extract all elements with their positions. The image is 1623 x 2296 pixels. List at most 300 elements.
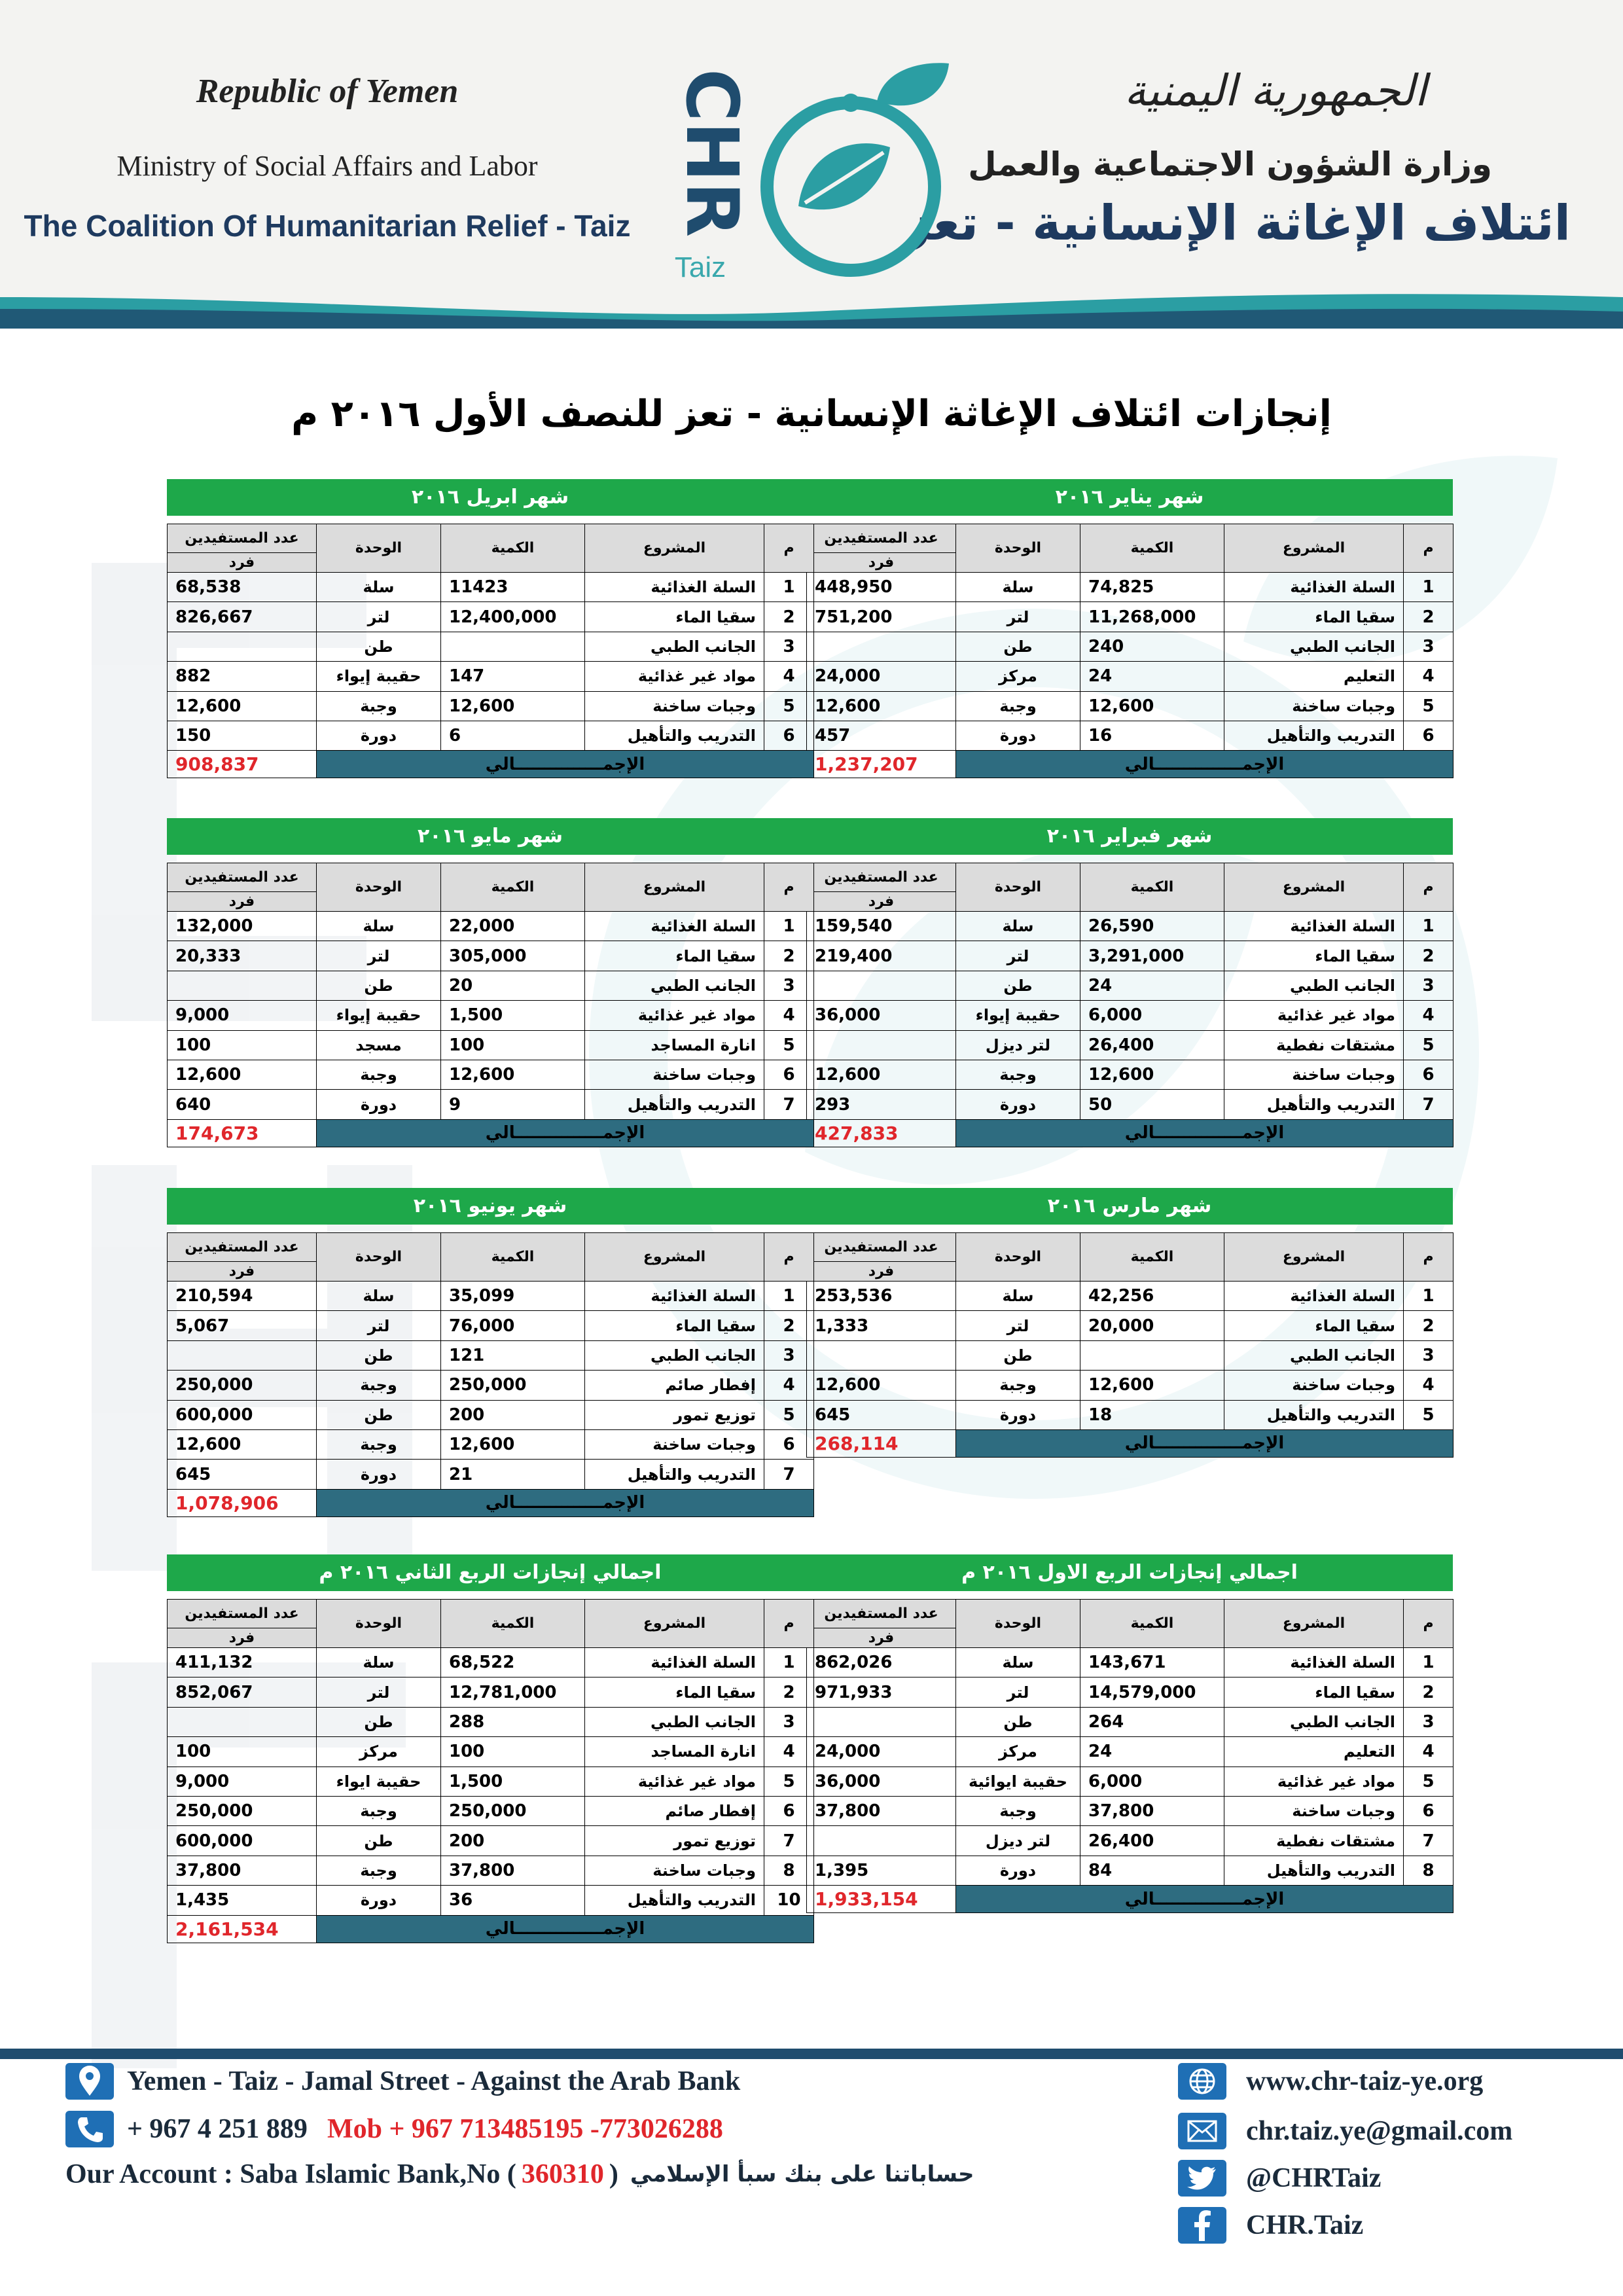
row-beneficiaries: 12,600	[168, 691, 317, 721]
row-quantity: 12,600	[441, 1429, 585, 1459]
row-unit: سلة	[956, 1282, 1080, 1311]
col-header-beneficiaries-unit: فرد	[807, 1628, 956, 1648]
table-row	[807, 1090, 1454, 1119]
table-row	[168, 1737, 814, 1767]
row-project: التعليم	[1224, 662, 1404, 691]
footer-phone: + 967 4 251 889	[127, 2114, 308, 2144]
total-row	[168, 1119, 814, 1147]
row-unit: حقيبة ايوائية	[956, 1767, 1080, 1796]
col-header-beneficiaries: عدد المستفيدين	[168, 524, 317, 553]
row-quantity: 12,600	[1080, 1060, 1224, 1089]
row-project: الجانب الطبي	[585, 1707, 764, 1736]
row-number: 2	[764, 1677, 814, 1707]
block-title: اجمالي إنجازات الربع الاول ٢٠١٦ م	[806, 1554, 1453, 1591]
footer-account-label: Our Account : Saba Islamic Bank,No (	[65, 2159, 516, 2189]
footer-phone-row	[65, 2111, 723, 2147]
table-row	[807, 1060, 1454, 1089]
row-quantity: 42,256	[1080, 1282, 1224, 1311]
block-title: اجمالي إنجازات الربع الثاني ٢٠١٦ م	[167, 1554, 813, 1591]
row-quantity: 6,000	[1080, 1767, 1224, 1796]
en-ministry-name: Ministry of Social Affairs and Labor	[116, 150, 538, 182]
row-project: وجبات ساخنة	[1224, 1060, 1404, 1089]
row-number: 5	[1404, 1767, 1454, 1796]
row-beneficiaries: 253,536	[807, 1282, 956, 1311]
table-row	[807, 1282, 1454, 1311]
row-project: وجبات ساخنة	[585, 1856, 764, 1885]
row-beneficiaries: 5,067	[168, 1311, 317, 1340]
col-header-project: المشروع	[1224, 1600, 1404, 1648]
row-number: 5	[1404, 1030, 1454, 1060]
row-beneficiaries: 1,395	[807, 1856, 956, 1885]
table-row	[168, 1886, 814, 1915]
logo-caption: Taiz	[674, 251, 726, 283]
row-quantity: 24	[1080, 662, 1224, 691]
row-project: مواد غير غذائية	[1224, 1001, 1404, 1030]
row-quantity: 36	[441, 1886, 585, 1915]
row-beneficiaries: 150	[168, 721, 317, 750]
achievements-table	[806, 863, 1454, 1147]
row-quantity: 6,000	[1080, 1001, 1224, 1030]
row-unit: دورة	[956, 1090, 1080, 1119]
row-unit: مسجد	[317, 1030, 441, 1060]
row-unit: وجبة	[956, 691, 1080, 721]
achievements-table	[167, 863, 814, 1147]
total-row	[168, 1915, 814, 1943]
row-unit: طن	[956, 1340, 1080, 1370]
row-beneficiaries: 219,400	[807, 941, 956, 971]
row-unit: مركز	[956, 1737, 1080, 1767]
table-row	[168, 602, 814, 632]
col-header-quantity: الكمية	[441, 863, 585, 912]
row-beneficiaries: 751,200	[807, 602, 956, 632]
footer-account-number: 360310	[521, 2159, 604, 2189]
footer-account-arabic: حساباتنا على بنك سبأ الإسلامي	[630, 2161, 974, 2187]
row-project: سقيا الماء	[585, 941, 764, 971]
row-unit: لتر	[956, 602, 1080, 632]
row-unit: حقيبة إيواء	[317, 1001, 441, 1030]
row-number: 8	[764, 1856, 814, 1885]
col-header-unit: الوحدة	[317, 863, 441, 912]
facebook-link[interactable]: CHR.Taiz	[1246, 2210, 1364, 2240]
row-beneficiaries: 250,000	[168, 1371, 317, 1400]
globe-icon	[1178, 2063, 1226, 2100]
col-header-unit: الوحدة	[956, 863, 1080, 912]
table-row	[807, 1400, 1454, 1429]
table-row	[807, 1856, 1454, 1885]
row-unit: وجبة	[317, 1371, 441, 1400]
row-unit: لتر	[317, 1311, 441, 1340]
table-row	[168, 691, 814, 721]
ar-coalition-name: ائتلاف الإغاثة الإنسانية - تعز	[902, 195, 1571, 251]
row-beneficiaries	[807, 971, 956, 1000]
col-header-quantity: الكمية	[1080, 863, 1224, 912]
table-row	[168, 1340, 814, 1370]
email-link[interactable]: chr.taiz.ye@gmail.com	[1246, 2116, 1513, 2146]
total-label: الإجمـــــــــــــــالي	[956, 751, 1454, 778]
col-header-num: م	[1404, 1233, 1454, 1282]
row-number: 6	[764, 1429, 814, 1459]
row-number: 5	[764, 1400, 814, 1429]
row-unit: لتر	[956, 1311, 1080, 1340]
row-unit: لتر	[956, 1677, 1080, 1707]
col-header-quantity: الكمية	[441, 1233, 585, 1282]
col-header-num: م	[1404, 524, 1454, 573]
row-unit: طن	[317, 1707, 441, 1736]
row-project: الجانب الطبي	[1224, 632, 1404, 661]
row-project: مشتقات نفطية	[1224, 1826, 1404, 1856]
row-beneficiaries	[168, 632, 317, 661]
row-quantity: 26,400	[1080, 1030, 1224, 1060]
row-beneficiaries	[807, 632, 956, 661]
footer-website-row	[1178, 2063, 1483, 2100]
table-row	[807, 912, 1454, 941]
row-quantity: 288	[441, 1707, 585, 1736]
col-header-project: المشروع	[585, 524, 764, 573]
row-beneficiaries: 600,000	[168, 1826, 317, 1856]
row-unit: دورة	[317, 1090, 441, 1119]
row-project: التدريب والتأهيل	[1224, 1856, 1404, 1885]
row-quantity: 24	[1080, 1737, 1224, 1767]
table-row	[807, 632, 1454, 661]
total-value: 2,161,534	[168, 1915, 317, 1943]
row-project: التدريب والتأهيل	[1224, 1090, 1404, 1119]
table-row	[807, 1001, 1454, 1030]
row-beneficiaries: 210,594	[168, 1282, 317, 1311]
row-project: انارة المساجد	[585, 1737, 764, 1767]
row-project: الجانب الطبي	[1224, 971, 1404, 1000]
table-row	[168, 1282, 814, 1311]
row-quantity: 240	[1080, 632, 1224, 661]
row-number: 3	[764, 971, 814, 1000]
row-unit: سلة	[956, 912, 1080, 941]
row-quantity: 11423	[441, 573, 585, 602]
row-number: 3	[764, 632, 814, 661]
col-header-beneficiaries-unit: فرد	[168, 553, 317, 573]
row-number: 3	[1404, 971, 1454, 1000]
row-number: 7	[1404, 1090, 1454, 1119]
row-beneficiaries	[168, 1707, 317, 1736]
row-unit: طن	[317, 632, 441, 661]
row-beneficiaries: 971,933	[807, 1677, 956, 1707]
table-row	[168, 1767, 814, 1796]
row-number: 6	[1404, 721, 1454, 750]
row-number: 8	[1404, 1856, 1454, 1885]
row-quantity: 200	[441, 1400, 585, 1429]
row-number: 5	[764, 1030, 814, 1060]
row-unit: وجبة	[317, 1796, 441, 1825]
achievements-table	[167, 1599, 814, 1943]
website-link[interactable]: www.chr-taiz-ye.org	[1246, 2066, 1484, 2096]
row-beneficiaries	[168, 971, 317, 1000]
table-row	[807, 1030, 1454, 1060]
row-quantity: 264	[1080, 1707, 1224, 1736]
total-label: الإجمـــــــــــــــالي	[956, 1886, 1454, 1913]
col-header-project: المشروع	[1224, 524, 1404, 573]
row-project: الجانب الطبي	[585, 1340, 764, 1370]
ar-country-name: الجمهورية اليمنية	[1124, 65, 1427, 116]
row-unit: سلة	[317, 912, 441, 941]
row-number: 3	[764, 1340, 814, 1370]
row-number: 6	[1404, 1060, 1454, 1089]
col-header-quantity: الكمية	[1080, 524, 1224, 573]
row-quantity: 14,579,000	[1080, 1677, 1224, 1707]
col-header-beneficiaries: عدد المستفيدين	[807, 1233, 956, 1262]
row-quantity: 84	[1080, 1856, 1224, 1885]
footer-twitter-row	[1178, 2160, 1381, 2197]
table-row	[807, 941, 1454, 971]
col-header-unit: الوحدة	[956, 524, 1080, 573]
table-row	[807, 1767, 1454, 1796]
row-unit: وجبة	[317, 1060, 441, 1089]
row-beneficiaries: 9,000	[168, 1001, 317, 1030]
row-project: وجبات ساخنة	[1224, 1796, 1404, 1825]
row-quantity: 1,500	[441, 1767, 585, 1796]
block-title: شهر يونيو ٢٠١٦	[167, 1188, 813, 1225]
footer-account-paren: )	[609, 2159, 618, 2189]
row-project: وجبات ساخنة	[585, 1060, 764, 1089]
col-header-beneficiaries-unit: فرد	[168, 892, 317, 912]
row-beneficiaries	[807, 1707, 956, 1736]
march-block	[806, 1188, 1453, 1458]
row-quantity: 35,099	[441, 1282, 585, 1311]
table-row	[168, 1826, 814, 1856]
row-beneficiaries: 645	[168, 1460, 317, 1489]
row-quantity: 12,600	[1080, 691, 1224, 721]
row-project: الجانب الطبي	[1224, 1707, 1404, 1736]
col-header-quantity: الكمية	[1080, 1600, 1224, 1648]
row-quantity: 200	[441, 1826, 585, 1856]
twitter-link[interactable]: @CHRTaiz	[1246, 2163, 1382, 2193]
footer-address-row	[65, 2063, 740, 2100]
row-number: 4	[764, 1371, 814, 1400]
block-title: شهر فبراير ٢٠١٦	[806, 818, 1453, 855]
row-unit: لتر ديزل	[956, 1826, 1080, 1856]
achievements-table	[167, 524, 814, 778]
table-row	[168, 721, 814, 750]
row-project: مواد غير غذائية	[585, 662, 764, 691]
achievements-table	[806, 524, 1454, 778]
row-project: إفطار صائم	[585, 1371, 764, 1400]
footer-address: Yemen - Taiz - Jamal Street - Against the Arab Bank	[127, 2066, 741, 2096]
row-quantity: 12,600	[441, 691, 585, 721]
total-value: 1,933,154	[807, 1886, 956, 1913]
row-quantity: 74,825	[1080, 573, 1224, 602]
total-value: 1,237,207	[807, 751, 956, 778]
col-header-beneficiaries-unit: فرد	[168, 1628, 317, 1648]
row-beneficiaries: 12,600	[807, 1060, 956, 1089]
row-beneficiaries: 826,667	[168, 602, 317, 632]
row-quantity: 22,000	[441, 912, 585, 941]
row-project: السلة الغذائية	[585, 1648, 764, 1677]
row-beneficiaries: 12,600	[168, 1060, 317, 1089]
row-beneficiaries: 132,000	[168, 912, 317, 941]
row-number: 7	[764, 1826, 814, 1856]
facebook-icon	[1178, 2207, 1226, 2244]
block-title: شهر ابريل ٢٠١٦	[167, 479, 813, 516]
row-quantity: 12,600	[441, 1060, 585, 1089]
row-project: سقيا الماء	[1224, 941, 1404, 971]
row-beneficiaries: 36,000	[807, 1767, 956, 1796]
achievements-table	[167, 1232, 814, 1517]
row-number: 6	[1404, 1796, 1454, 1825]
january-block	[806, 479, 1453, 778]
row-project: وجبات ساخنة	[1224, 1371, 1404, 1400]
col-header-project: المشروع	[1224, 1233, 1404, 1282]
table-row	[807, 662, 1454, 691]
row-number: 10	[764, 1886, 814, 1915]
row-quantity: 21	[441, 1460, 585, 1489]
row-project: الجانب الطبي	[585, 971, 764, 1000]
row-number: 2	[1404, 941, 1454, 971]
row-beneficiaries: 12,600	[807, 1371, 956, 1400]
row-quantity: 250,000	[441, 1371, 585, 1400]
table-row	[807, 1737, 1454, 1767]
row-unit: حقيبة إيواء	[956, 1001, 1080, 1030]
table-row	[168, 1677, 814, 1707]
row-number: 5	[764, 691, 814, 721]
col-header-num: م	[1404, 1600, 1454, 1648]
phone-icon	[65, 2111, 114, 2147]
row-unit: دورة	[956, 1856, 1080, 1885]
row-project: وجبات ساخنة	[585, 691, 764, 721]
footer-mobile: Mob + 967 713485195 -773026288	[327, 2114, 723, 2144]
col-header-num: م	[764, 1233, 814, 1282]
table-row	[168, 1030, 814, 1060]
row-project: الجانب الطبي	[1224, 1340, 1404, 1370]
row-quantity: 250,000	[441, 1796, 585, 1825]
row-number: 7	[1404, 1826, 1454, 1856]
col-header-num: م	[1404, 863, 1454, 912]
row-project: وجبات ساخنة	[585, 1429, 764, 1459]
table-row	[807, 1796, 1454, 1825]
col-header-beneficiaries-unit: فرد	[807, 553, 956, 573]
col-header-beneficiaries-unit: فرد	[807, 1262, 956, 1282]
row-number: 3	[1404, 1340, 1454, 1370]
row-number: 1	[1404, 912, 1454, 941]
total-label: الإجمـــــــــــــــالي	[956, 1429, 1454, 1457]
row-unit: لتر	[956, 941, 1080, 971]
col-header-quantity: الكمية	[1080, 1233, 1224, 1282]
col-header-quantity: الكمية	[441, 524, 585, 573]
col-header-project: المشروع	[585, 1233, 764, 1282]
letterhead	[0, 0, 1623, 327]
table-row	[168, 1371, 814, 1400]
block-title: شهر مايو ٢٠١٦	[167, 818, 813, 855]
row-number: 2	[1404, 1677, 1454, 1707]
twitter-icon	[1178, 2160, 1226, 2197]
total-value: 427,833	[807, 1119, 956, 1147]
row-beneficiaries: 68,538	[168, 573, 317, 602]
row-unit: لتر	[317, 941, 441, 971]
row-beneficiaries: 640	[168, 1090, 317, 1119]
table-row	[168, 941, 814, 971]
header-band	[0, 283, 1623, 329]
row-number: 6	[764, 1796, 814, 1825]
col-header-project: المشروع	[585, 1600, 764, 1648]
col-header-unit: الوحدة	[317, 1600, 441, 1648]
row-number: 3	[1404, 1707, 1454, 1736]
envelope-icon	[1178, 2113, 1226, 2149]
page-title: إنجازات ائتلاف الإغاثة الإنسانية - تعز للنصف الأول ٢٠١٦ م	[291, 393, 1332, 435]
row-unit: دورة	[956, 1400, 1080, 1429]
row-beneficiaries: 645	[807, 1400, 956, 1429]
row-project: وجبات ساخنة	[1224, 691, 1404, 721]
row-number: 6	[764, 1060, 814, 1089]
row-number: 4	[1404, 1001, 1454, 1030]
col-header-beneficiaries: عدد المستفيدين	[807, 1600, 956, 1628]
row-project: السلة الغذائية	[1224, 912, 1404, 941]
row-quantity: 26,400	[1080, 1826, 1224, 1856]
row-number: 4	[1404, 662, 1454, 691]
total-row	[807, 1119, 1454, 1147]
en-coalition-name: The Coalition Of Humanitarian Relief - Taiz	[24, 209, 631, 243]
row-beneficiaries: 882	[168, 662, 317, 691]
row-unit: لتر	[317, 1677, 441, 1707]
col-header-beneficiaries: عدد المستفيدين	[168, 1600, 317, 1628]
row-unit: وجبة	[317, 691, 441, 721]
row-number: 2	[764, 1311, 814, 1340]
table-row	[168, 1460, 814, 1489]
row-project: الجانب الطبي	[585, 632, 764, 661]
row-unit: دورة	[956, 721, 1080, 750]
row-unit: لتر	[317, 602, 441, 632]
row-beneficiaries: 24,000	[807, 662, 956, 691]
ar-ministry-name: وزارة الشؤون الاجتماعية والعمل	[968, 145, 1492, 183]
row-quantity: 24	[1080, 971, 1224, 1000]
total-row	[168, 751, 814, 778]
row-project: التدريب والتأهيل	[1224, 721, 1404, 750]
row-unit: طن	[317, 1340, 441, 1370]
row-number: 3	[1404, 632, 1454, 661]
total-value: 174,673	[168, 1119, 317, 1147]
row-quantity: 143,671	[1080, 1648, 1224, 1677]
col-header-beneficiaries-unit: فرد	[807, 892, 956, 912]
table-row	[168, 1060, 814, 1089]
row-beneficiaries: 250,000	[168, 1796, 317, 1825]
row-unit: سلة	[317, 1648, 441, 1677]
row-number: 7	[764, 1460, 814, 1489]
col-header-num: م	[764, 863, 814, 912]
row-quantity: 18	[1080, 1400, 1224, 1429]
row-project: سقيا الماء	[1224, 602, 1404, 632]
row-quantity: 100	[441, 1030, 585, 1060]
row-unit: حقيبة ايواء	[317, 1767, 441, 1796]
block-title: شهر مارس ٢٠١٦	[806, 1188, 1453, 1225]
june-block	[167, 1188, 813, 1517]
row-unit: وجبة	[956, 1060, 1080, 1089]
row-project: التدريب والتأهيل	[1224, 1400, 1404, 1429]
february-block	[806, 818, 1453, 1147]
total-label: الإجمـــــــــــــــالي	[956, 1119, 1454, 1147]
row-number: 3	[764, 1707, 814, 1736]
table-row	[168, 1796, 814, 1825]
row-unit: طن	[956, 971, 1080, 1000]
col-header-beneficiaries: عدد المستفيدين	[168, 1233, 317, 1262]
row-beneficiaries	[807, 1340, 956, 1370]
q1-summary-block	[806, 1554, 1453, 1913]
row-beneficiaries: 100	[168, 1737, 317, 1767]
row-project: السلة الغذائية	[585, 912, 764, 941]
table-row	[168, 632, 814, 661]
block-title: شهر يناير ٢٠١٦	[806, 479, 1453, 516]
logo-letters: CHR	[670, 69, 754, 238]
row-unit: طن	[317, 1400, 441, 1429]
table-row	[168, 1001, 814, 1030]
row-beneficiaries: 1,435	[168, 1886, 317, 1915]
row-project: التدريب والتأهيل	[585, 1460, 764, 1489]
total-row	[807, 1886, 1454, 1913]
row-quantity: 6	[441, 721, 585, 750]
